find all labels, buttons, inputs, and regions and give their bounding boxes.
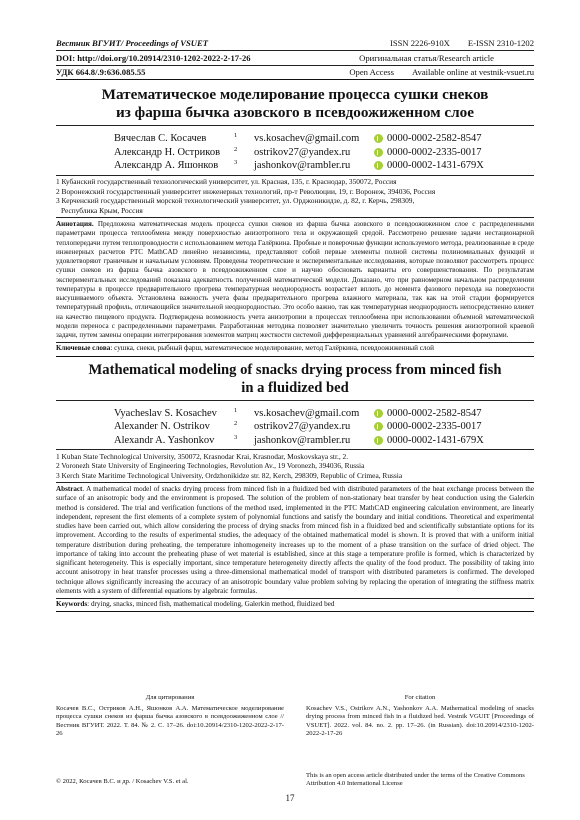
- abstract-divider: [56, 598, 534, 599]
- title-divider: [56, 125, 534, 126]
- orcid-icon[interactable]: [374, 134, 383, 143]
- author-row: Vyacheslav S. Kosachev 1 vs.kosachev@gmail.com 0000-0002-2582-8547: [114, 406, 482, 419]
- author-email[interactable]: jashonkov@rambler.ru: [254, 434, 351, 446]
- title-en: Mathematical modeling of snacks drying process from minced fish in a fluidized bed: [88, 361, 502, 396]
- doi: DOI: http://doi.org/10.20914/2310-1202-2022-2-17-26: [56, 52, 251, 63]
- footer: [56, 772, 534, 789]
- authors-ru: [114, 132, 534, 173]
- header-row-1: [56, 38, 534, 49]
- citation-block: [56, 694, 534, 739]
- online-link[interactable]: Available online at vestnik-vsuet.ru: [411, 67, 534, 77]
- orcid-icon[interactable]: [374, 409, 383, 418]
- header-divider: [56, 79, 534, 80]
- orcid-icon[interactable]: [374, 148, 383, 157]
- page-number: 17: [285, 793, 295, 803]
- section-divider: [56, 611, 534, 612]
- author-row: Alexandr A. Yashonkov 3 jashonkov@rambler.ru 0000-0002-1431-679X: [114, 433, 484, 446]
- author-email[interactable]: jashonkov@rambler.ru: [254, 160, 351, 172]
- eissn: E-ISSN 2310-1202: [467, 38, 534, 48]
- orcid-icon[interactable]: [374, 161, 383, 170]
- citation-ru: Для цитирования Косачев В.С., Остриков А.Н., Яшонков А.А. Математическое моделирование процесса сушки снеков из фарша бычка азовского в псевдоожиженном слое // Вестник ВГУИТ. 2022. Т. 84. № 2. С. 17–26. doi:10.20914/2310-1202-2022-2-17-26: [56, 694, 284, 737]
- authors-en: [114, 407, 534, 448]
- author-email[interactable]: ostrikov27@yandex.ru: [254, 146, 351, 158]
- author-email[interactable]: ostrikov27@yandex.ru: [254, 421, 351, 433]
- license-note: This is an open access article distributed under the terms of the Creative Commons Attribution 4.0 International License: [306, 772, 525, 788]
- author-email[interactable]: vs.kosachev@gmail.com: [254, 407, 360, 419]
- affiliations-en: 1 Kuban State Technological University, 350072, Krasnodar Krai, Krasnodar, Moskovskaya str., 2. 2 Voronezh State University of Engineering Technologies, Revolution Av., 19 Voronezh, 394036, Russia 3 Kerch State Maritime Technological University, Ordzhonikidze str. 82, Kerch, 298309, Republic of Crimea, Russia: [56, 451, 403, 480]
- abstract-divider: [56, 342, 534, 343]
- keywords-ru: Ключевые слова: сушка, снеки, рыбный фарш, математическое моделирование, метод Галёркина, псевдоожиженный слой: [56, 344, 434, 353]
- abstract-en: Abstract. A mathematical model of snacks drying process from minced fish in a fluidized bed with distributed parameters of the heat exchange process between the surface of an anisotropic body and the environment is proposed. The solution of the problem of non-stationary heat transfer by heat conduction using the Galerkin method is considered. The trial and verification functions of the method used, implemented in the PTC MathCAD engineering calculation environment, are linearly independent, represent the first elements of a complete system of polynomial functions and satisfy the boundary and initial conditions. Theoretical and experimental studies have been carried out, which allow considering the process of drying snacks from minced fish in a fluidized bed and scientifically substantiate options for its improvement. According to the results of experimental studies, the adequacy of the obtained mathematical model is shown. It is proved that with a uniform initial temperature distribution during preheating, the temperature inhomogeneity increases up to the moment of a phase transition on the surface of dried object. The importance of taking into account the preheating phase of wet material is established, since at this stage a temperature profile is formed, which is characterized by significant heterogeneity. This is especially important, since temperature heterogeneity directly affects the quality of the food product. The possibility of taking into account anisotropy in heat transfer processes using a three-dimensional mathematical model of transport with distributed parameters is confirmed. The developed technique allows significantly increasing the accuracy of an anisotropic boundary value problem solving by replacing the operation of integrating the stiffness matrix elements with a system of differential equations by algebraic formulas.: [56, 485, 534, 595]
- header-divider: [56, 65, 534, 66]
- header-divider: [56, 50, 534, 51]
- author-row: Александр Н. Остриков 2 ostrikov27@yandex.ru 0000-0002-2335-0017: [114, 145, 482, 158]
- header-row-2: [56, 53, 534, 64]
- title-ru: Математическое моделирование процесса сушки снеков из фарша бычка азовского в псевдоожиженном слое: [101, 86, 489, 121]
- copyright: © 2022, Косачев В.С. и др. / Kosachev V.S. et al.: [56, 778, 189, 785]
- abstract-ru: Аннотация. Предложена математическая модель процесса сушки снеков из фарша бычка азовского в псевдоожиженном слое с распределенными параметрами процесса теплообмена между поверхностью анизотропного тела и окружающей средой. Рассмотрено решение задачи нестационарной теплопередачи путем теплопроводности с использованием метода Галёркина. Пробные и поверочные функции используемого метода, реализованные в среде инженерных расчетов PTC MathCAD линейно независимы, представляют собой первые элементы полной системы полиномиальных функций и удовлетворяют граничным и начальным условиям. Проведены теоретические и экспериментальные исследования, которые позволяют рассмотреть процесс сушки снеков из фарша бычка азовского в псевдоожиженном слое и научно обосновать варианты его совершенствования. По результатам экспериментальных исследований показана адекватность полученной математической модели. Доказано, что при равномерном начальном распределении температуры в процессе предварительного прогрева температурная неоднородность возрастает вплоть до момента фазового перехода на поверхности высушиваемого объекта. Установлена важность учета фазы предварительного прогрева влажного материала, так как на этой стадии формируется температурный профиль, отличающийся значительной неоднородностью. Это особо важно, так как температурная неоднородность непосредственно влияет на качество пищевого продукта. Подтверждена возможность учета анизотропии в процессах теплообмена при использовании объемной математической модели переноса с распределенными параметрами. Разработанная методика позволяет значительно увеличить точность решения анизотропной краевой задачи, путем замены операции интегрирования элементов матриц жесткости системой дифференциальных уравнений алгебраическими формулами.: [56, 220, 534, 340]
- author-row: Вячеслав С. Косачев 1 vs.kosachev@gmail.com 0000-0002-2582-8547: [114, 132, 482, 144]
- author-email[interactable]: vs.kosachev@gmail.com: [254, 133, 360, 144]
- journal-name: Вестник ВГУИТ/ Proceedings of VSUET: [56, 38, 208, 48]
- author-row: Alexander N. Ostrikov 2 ostrikov27@yandex.ru 0000-0002-2335-0017: [114, 420, 482, 433]
- title-divider: [56, 400, 534, 401]
- open-access: Open Access: [349, 67, 394, 77]
- affiliations-ru: 1 Кубанский государственный технологический университет, ул. Красная, 135, г. Краснодар, 350072, Россия 2 Воронежский государственный университет инженерных технологий, пр-т Революции, 19, г. Воронеж, 394036, Россия 3 Керченский государственный морской технологический университет, ул. Орджоникидзе, д. 82, г. Керчь, 298309, Республика Крым, Россия: [56, 177, 436, 216]
- author-row: Александр А. Яшонков 3 jashonkov@rambler.ru 0000-0002-1431-679X: [114, 159, 484, 172]
- section-divider: [56, 356, 534, 357]
- keywords-en: Keywords: drying, snacks, minced fish, mathematical modeling, Galerkin method, fluidized bed: [56, 600, 335, 609]
- affiliations-divider: [56, 217, 534, 218]
- authors-divider: [56, 449, 534, 450]
- citation-en: For citation Kosachev V.S., Ostrikov A.N., Yashonkov A.A. Mathematical modeling of snacks drying process from minced fish in a fluidized bed. Vestnik VGUIT [Proceedings of VSUET]. 2022. vol. 84. no. 2. pp. 17–26. (in Russian). doi:10.20914/2310-1202-2022-2-17-26: [306, 694, 534, 737]
- affiliations-divider: [56, 482, 534, 483]
- header-row-3: [56, 67, 534, 78]
- udk: УДК 664.8/.9:636.085.55: [56, 67, 146, 77]
- article-type: Оригинальная статья/Research article: [359, 52, 494, 63]
- paper-page: [56, 38, 534, 614]
- orcid-icon[interactable]: [374, 422, 383, 431]
- issn: ISSN 2226-910X: [389, 38, 450, 48]
- authors-divider: [56, 175, 534, 176]
- orcid-icon[interactable]: [374, 436, 383, 445]
